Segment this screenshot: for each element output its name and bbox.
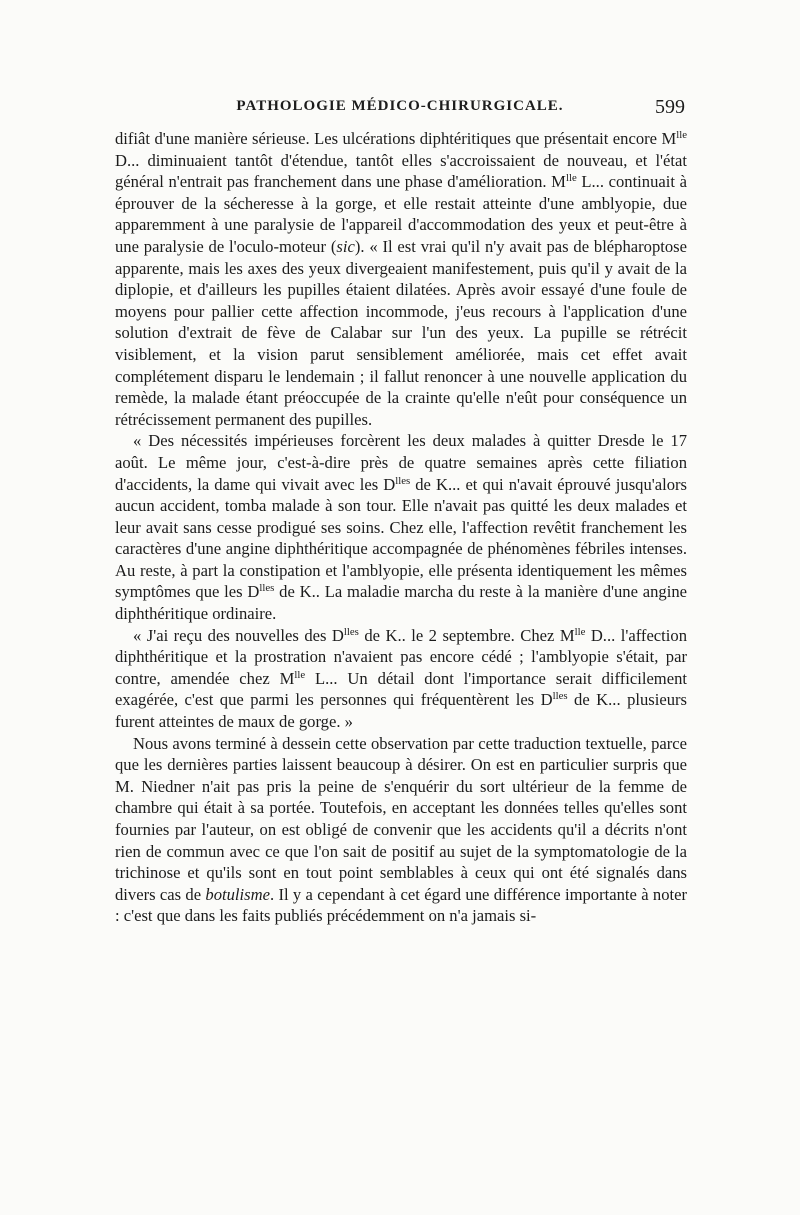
text-run: de K... plusieurs furent atteintes de maux de gorge. »: [115, 690, 687, 732]
paragraph: [115, 128, 687, 430]
running-title: PATHOLOGIE MÉDICO-CHIRURGICALE.: [236, 98, 564, 114]
page-number: 599: [655, 96, 685, 118]
italic-text: sic: [336, 236, 355, 256]
superscript-abbrev: lle: [676, 129, 687, 142]
text-run: D... l'affection diphthéritique et la prostration n'avaient pas encore cédé ; l'amblyopie s'était, par contre, amendée chez M: [115, 625, 687, 688]
superscript-abbrev: lles: [259, 582, 275, 595]
superscript-abbrev: lle: [574, 625, 586, 638]
superscript-abbrev: lle: [565, 172, 577, 185]
text-run: « Des nécessités impérieuses forcèrent les deux malades à quitter Dresde le 17 août. Le même jour, c'est-à-dire près de quatre semaines après cette filiation d'accidents, la dame qui vivait avec les D: [115, 431, 687, 494]
paragraph: [115, 733, 687, 927]
text-run: ). « Il est vrai qu'il n'y avait pas de blépharoptose apparente, mais les axes des yeux divergeaient manifestement, puis qu'il y avait de la diplopie, et d'ailleurs les pupilles étaient dilatées. Après avoir essayé d'une foule de moyens pour pallier cette affection incommode, j'eus recours à l'application d'une solution d'extrait de fève de Calabar sur l'un des yeux. La pupille se rétrécit visiblement, et la vision parut sensiblement améliorée, mais cet effet avait complétement disparu le lendemain ; il fallut renoncer à une nouvelle application du remède, la malade étant préoccupée de la crainte qu'elle n'eût pour conséquence un rétrécissement permanent des pupilles.: [115, 236, 687, 429]
text-run: « J'ai reçu des nouvelles des D: [133, 625, 344, 645]
text-run: Nous avons terminé à dessein cette observation par cette traduction textuelle, parce que les dernières parties laissent beaucoup à désirer. On est en particulier surpris que M. Niedner n'ait pas pris la peine de s'enquérir du sort ultérieur de la femme de chambre qui était à sa portée. Toutefois, en acceptant les données telles qu'elles sont fournies par l'auteur, on est obligé de convenir que les accidents qu'il a décrits n'ont rien de commun avec ce que l'on sait de positif au sujet de la symptomatologie de la trichinose et qu'ils sont en tout point semblables à ceux qui ont été signalés dans divers cas de: [115, 733, 687, 904]
superscript-abbrev: lle: [294, 668, 306, 681]
paragraph: [115, 430, 687, 624]
text-run: de K.. le 2 septembre. Chez M: [358, 625, 575, 645]
body-text: [115, 128, 687, 927]
text-run: de K... et qui n'avait éprouvé jusqu'alors aucun accident, tomba malade à son tour. Elle n'avait pas quitté les deux malades et leur avait sans cesse prodigué ses soins. Chez elle, l'affection revêtit franchement les caractères d'une angine diphthéritique accompagnée de phénomènes fébriles intenses. Au reste, à part la constipation et l'amblyopie, elle présenta identiquement les mêmes symptômes que les D: [115, 474, 687, 602]
text-run: D... diminuaient tantôt d'étendue, tantôt elles s'accroissaient de nouveau, et l'état général n'entrait pas franchement dans une phase d'amélioration. M: [115, 150, 687, 192]
running-head: [115, 98, 685, 122]
text-run: . Il y a cependant à cet égard une différence importante à noter : c'est que dans les faits publiés précédemment on n'a jamais si-: [115, 884, 687, 926]
superscript-abbrev: lles: [395, 474, 411, 487]
paragraph: [115, 625, 687, 733]
italic-text: botulisme: [205, 884, 270, 904]
text-run: L... Un détail dont l'importance serait difficilement exagérée, c'est que parmi les personnes qui fréquentèrent les D: [115, 668, 687, 710]
text-run: L... continuait à éprouver de la sécheresse à la gorge, et elle restait atteinte d'une amblyopie, due apparemment à une paralysie de l'appareil d'accommodation des yeux et peut-être à une paralysie de l'oculo-moteur (: [115, 172, 687, 256]
superscript-abbrev: lles: [552, 690, 568, 703]
superscript-abbrev: lles: [343, 625, 359, 638]
text-run: de K.. La maladie marcha du reste à la manière d'une angine diphthéritique ordinaire.: [115, 582, 687, 624]
text-run: difiât d'une manière sérieuse. Les ulcérations diphtéritiques que présentait encore M: [115, 129, 677, 148]
